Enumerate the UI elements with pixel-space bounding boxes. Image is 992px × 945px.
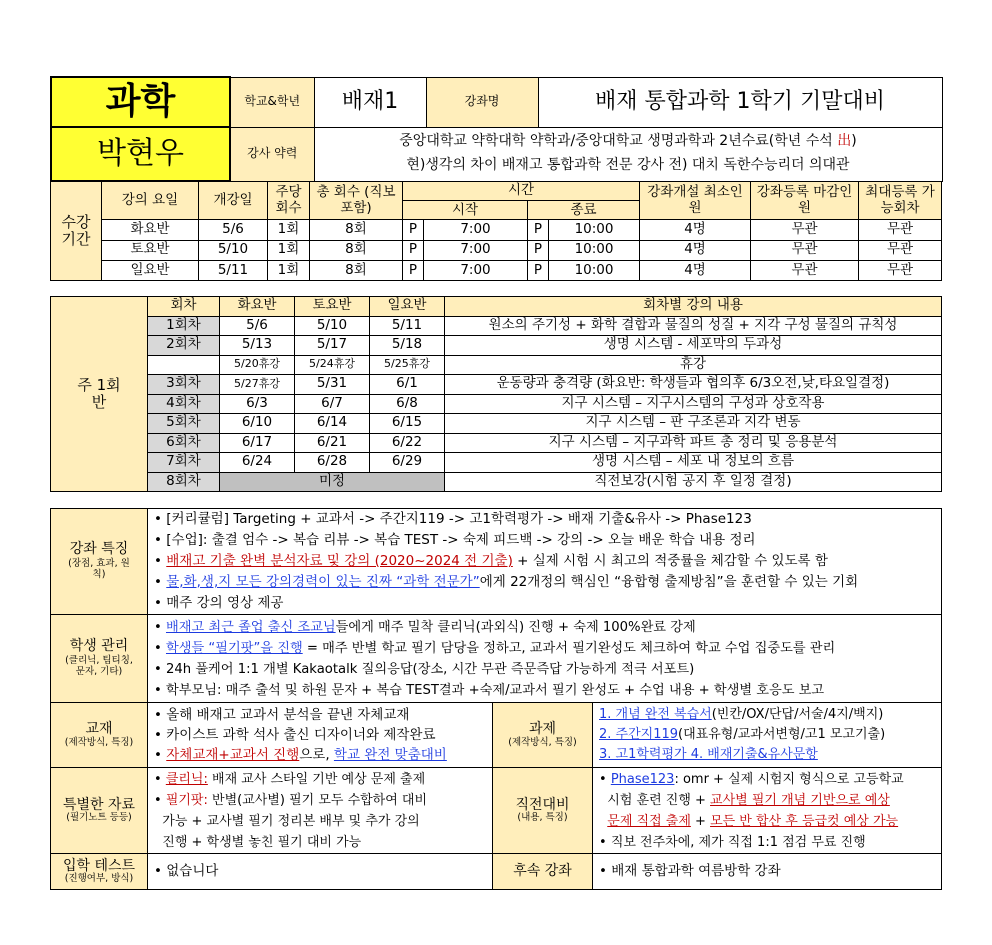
entry-value: • 없습니다 — [148, 854, 493, 890]
final-item: • 직보 전주차에, 제가 직접 1:1 점검 무료 진행 — [599, 834, 866, 850]
weekly-label: 주 1회반 — [51, 297, 148, 492]
col-sun: 일요반 — [370, 297, 445, 317]
col-day: 강의 요일 — [102, 182, 199, 220]
final-item: • Phase123: omr + 실제 시험지 형식으로 고등학교 — [599, 771, 904, 787]
homework-item: 1. 개념 완전 복습서(빈칸/OX/단답/서술/4지/백지) — [599, 707, 884, 722]
feature-item: • 배재고 기출 완벽 분석자료 및 강의 (2020~2024 전 기출) + 실제 시험 시 최고의 적중률을 체감할 수 있도록 함 — [154, 553, 828, 569]
followup-value: • 배재 통합과학 여름방학 강좌 — [593, 854, 942, 890]
weekly-row: 4회차 6/3 6/7 6/8 지구 시스템 – 지구시스템의 구성과 상호작용 — [51, 394, 942, 414]
features-label: 강좌 특징 (장점, 효과, 원칙) — [51, 509, 148, 615]
schedule-row: 토요반 5/10 1회 8회 P 7:00 P 10:00 4명 무관 무관 — [51, 240, 942, 260]
career-label: 강사 약력 — [230, 127, 314, 181]
col-weekly: 주당 회수 — [268, 182, 310, 220]
col-tue: 화요반 — [220, 297, 295, 317]
management-item: • 학부모님: 매주 출석 및 하원 문자 + 복습 TEST결과 +숙제/교과서 필기 완성도 + 수업 내용 + 학생별 호응도 보고 — [154, 682, 825, 698]
col-max: 최대등록 가능회차 — [859, 182, 942, 220]
management-item: • 학생들 “필기팟”을 진행 = 매주 반별 학교 필기 담당을 정하고, 교과서 필기완성도 체크하여 학교 수업 집중도를 관리 — [154, 640, 836, 656]
management-label: 학생 관리 (클리닉, 팀티칭, 문자, 기타) — [51, 615, 148, 703]
final-item-cont: 문제 직접 출제 + 모든 반 합산 후 등급컷 예상 가능 — [607, 813, 899, 829]
feature-item: • 물,화,생,지 모든 강의경력이 있는 진짜 “과학 전문가”에게 22개정의 핵심인 “융합형 출제방침”을 훈련할 수 있는 기회 — [154, 574, 859, 590]
teacher-cell: 박현우 — [51, 127, 230, 181]
course-value: 배재 통합과학 1학기 기말대비 — [538, 77, 942, 127]
undecided-cell: 미정 — [220, 472, 445, 492]
final-label: 직전대비 (내용, 특징) — [493, 768, 593, 854]
special-label: 특별한 자료 (필기노트 등등) — [51, 768, 148, 854]
col-content: 회차별 강의 내용 — [445, 297, 942, 317]
schedule-row: 화요반 5/6 1회 8회 P 7:00 P 10:00 4명 무관 무관 — [51, 220, 942, 240]
textbook-item: • 카이스트 과학 석사 출신 디자이너와 제작완료 — [154, 727, 436, 743]
weekly-row: 3회차 5/27휴강 5/31 6/1 운동량과 충격량 (화요반: 학생들과 협의후 6/3오전,낮,타요일결정) — [51, 375, 942, 395]
col-start: 시작 — [403, 201, 528, 220]
schedule-row: 일요반 5/11 1회 8회 P 7:00 P 10:00 4명 무관 무관 — [51, 260, 942, 280]
entry-label: 입학 테스트 (진행여부, 방식) — [51, 854, 148, 890]
col-deadline: 강좌등록 마감인원 — [751, 182, 859, 220]
col-total: 총 회수 (직보포함) — [310, 182, 403, 220]
special-item-cont: 가능 + 교사별 필기 정리본 배부 및 추가 강의 — [162, 813, 420, 829]
homework-item: 3. 고1학력평가 4. 배재기출&유사문항 — [599, 747, 818, 762]
management-item: • 배재고 최근 졸업 출신 조교님들에게 매주 밀착 클리닉(과외식) 진행 + 숙제 100%완료 강제 — [154, 619, 696, 635]
career-mark: 出 — [837, 133, 852, 150]
special-item-cont: 진행 + 학생별 놓친 필기 대비 가능 — [162, 834, 362, 850]
weekly-table — [50, 296, 942, 492]
homework-label: 과제 (제작방식, 특징) — [493, 703, 593, 768]
header-table — [50, 76, 943, 182]
weekly-row: 6회차 6/17 6/21 6/22 지구 시스템 – 지구과학 파트 총 정리 및 응용분석 — [51, 433, 942, 453]
col-round: 회차 — [148, 297, 220, 317]
weekly-row: 2회차 5/13 5/17 5/18 생명 시스템 - 세포막의 두과성 — [51, 336, 942, 356]
career-line-2: 현)생각의 차이 배재고 통합과학 전문 강사 전) 대치 독한수능리더 의대관 — [406, 157, 850, 173]
homework-item: 2. 주간지119(대표유형/교과서변형/고1 모고기출) — [599, 727, 886, 742]
weekly-row: 5회차 6/10 6/14 6/15 지구 시스템 – 판 구조론과 지각 변동 — [51, 414, 942, 434]
col-end: 종료 — [528, 201, 640, 220]
special-content — [148, 768, 493, 854]
management-content — [148, 615, 942, 703]
weekly-row: 5/20휴강 5/24휴강 5/25휴강 휴강 — [51, 355, 942, 375]
feature-item: • [커리큘럼] Targeting + 교과서 -> 주간지119 -> 고1학력평가 -> 배재 기출&유사 -> Phase123 — [154, 511, 752, 527]
weekly-row-last: 8회차 미정 직전보강(시험 공지 후 일정 결정) — [51, 472, 942, 492]
subject-cell: 과학 — [51, 77, 230, 127]
career-line-1: 중앙대학교 약학대학 약학과/중앙대학교 생명과학과 2년수료(학년 수석 出) — [399, 133, 857, 150]
feature-item: • [수업]: 출결 엄수 -> 복습 리뷰 -> 복습 TEST -> 숙제 피드백 -> 강의 -> 오늘 배운 학습 내용 정리 — [154, 532, 756, 548]
textbook-label: 교재 (제작방식, 특징) — [51, 703, 148, 768]
school-label: 학교&학년 — [230, 77, 314, 127]
weekly-row: 7회차 6/24 6/28 6/29 생명 시스템 – 세포 내 정보의 흐름 — [51, 453, 942, 473]
weekly-row: 1회차 5/6 5/10 5/11 원소의 주기성 + 화학 결합과 물질의 성질 + 지각 구성 물질의 규칙성 — [51, 316, 942, 336]
final-item-cont: 시험 훈련 진행 + 교사별 필기 개념 기반으로 예상 — [607, 792, 890, 808]
course-label: 강좌명 — [426, 77, 538, 127]
col-start-date: 개강일 — [199, 182, 268, 220]
career-value — [314, 127, 942, 181]
school-value: 배재1 — [314, 77, 426, 127]
final-content — [593, 768, 942, 854]
features-content — [148, 509, 942, 615]
followup-label: 후속 강좌 — [493, 854, 593, 890]
schedule-label: 수강 기간 — [51, 182, 102, 281]
col-sat: 토요반 — [295, 297, 370, 317]
textbook-item: • 자체교재+교과서 진행으로, 학교 완전 맞춤대비 — [154, 747, 447, 763]
special-item: • 필기팟: 반별(교사별) 필기 모두 수합하여 대비 — [154, 792, 428, 808]
details-table — [50, 508, 942, 890]
textbook-item: • 올해 배재고 교과서 분석을 끝낸 자체교재 — [154, 707, 410, 723]
col-time: 시간 — [403, 182, 640, 201]
schedule-table — [50, 181, 942, 281]
textbook-content — [148, 703, 493, 768]
homework-content — [593, 703, 942, 768]
management-item: • 24h 풀케어 1:1 개별 Kakaotalk 질의응답(장소, 시간 무관 즉문즉답 가능하게 적극 서포트) — [154, 661, 695, 677]
special-item: • 클리닉: 배재 교사 스타일 기반 예상 문제 출제 — [154, 771, 426, 787]
feature-item: • 매주 강의 영상 제공 — [154, 595, 284, 611]
col-min: 강좌개설 최소인원 — [640, 182, 751, 220]
